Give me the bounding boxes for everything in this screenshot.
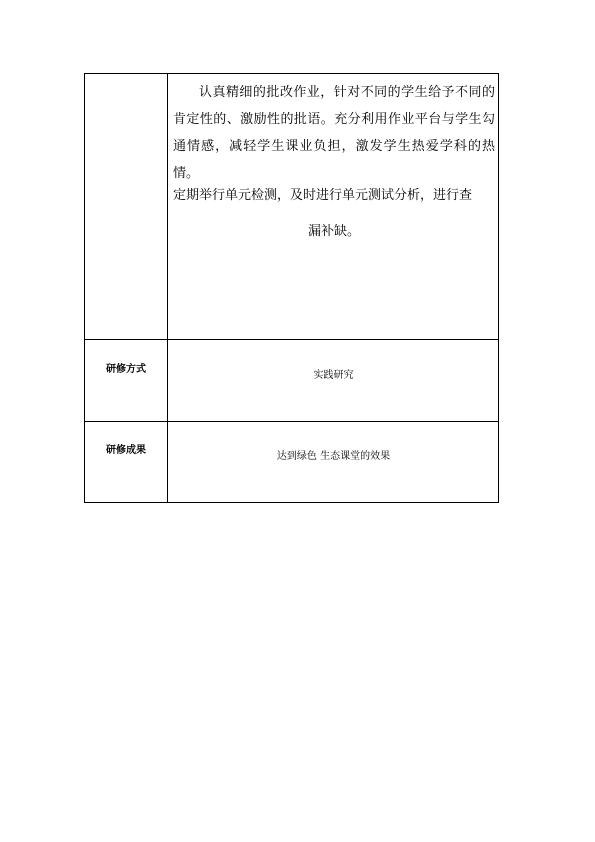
- content-paragraph-continuation: 漏补缺。: [307, 224, 360, 239]
- row-label-method: 研修方式: [106, 364, 146, 375]
- row-label-outcome: 研修成果: [106, 445, 146, 456]
- document-table: [84, 73, 499, 503]
- row-divider: [85, 421, 498, 422]
- column-divider: [167, 74, 168, 502]
- content-paragraph: 认真精细的批改作业，针对不同的学生给予不同的肯定性的、激励性的批语。充分利用作业平台与学生勾通情感，减轻学生课业负担，激发学生热爱学科的热情。: [173, 85, 495, 181]
- content-paragraph: 定期举行单元检测，及时进行单元测试分析，进行查: [173, 188, 473, 203]
- row-value-method: 实践研究: [313, 370, 354, 381]
- row-value-outcome: 达到绿色 生态课堂的效果: [276, 451, 391, 462]
- row-divider: [85, 339, 498, 340]
